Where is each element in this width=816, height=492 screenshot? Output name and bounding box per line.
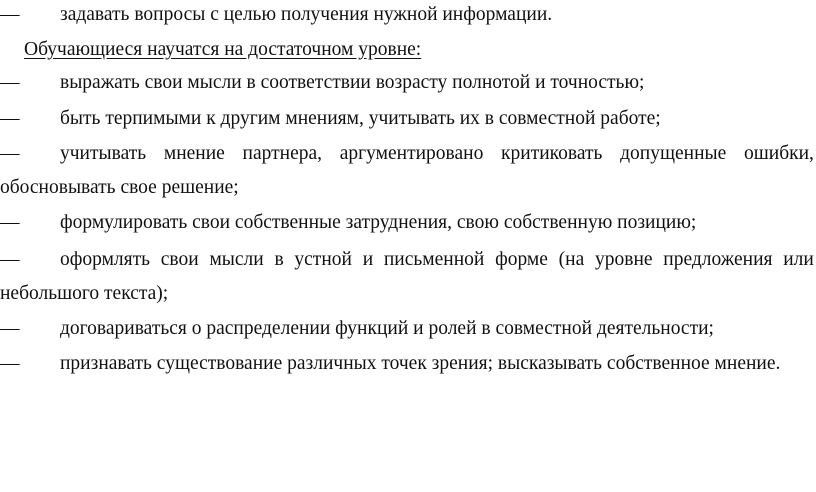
dash-marker: — bbox=[0, 108, 20, 129]
dash-marker: — bbox=[0, 143, 20, 164]
list-item bbox=[0, 70, 816, 96]
list-item bbox=[0, 316, 816, 342]
dash-marker: — bbox=[0, 212, 20, 233]
list-item-text: быть терпимыми к другим мнениям, учитывать их в совместной работе; bbox=[60, 108, 661, 129]
word: критиковать bbox=[501, 143, 603, 164]
list-item-continuation bbox=[0, 175, 816, 201]
dash-marker: — bbox=[0, 249, 20, 270]
list-item bbox=[0, 106, 816, 132]
list-item-text: небольшого текста); bbox=[0, 283, 169, 304]
dash-marker: — bbox=[0, 353, 20, 374]
list-item-text: признавать существование различных точек зрения; высказывать собственное мнение. bbox=[60, 353, 781, 374]
list-item-text-justified bbox=[60, 247, 814, 273]
list-item bbox=[0, 247, 816, 273]
dash-marker: — bbox=[0, 4, 20, 25]
word: аргументировано bbox=[339, 143, 484, 164]
word: в bbox=[274, 249, 284, 270]
word: письменной bbox=[383, 249, 485, 270]
list-item bbox=[0, 351, 816, 377]
list-item-text: формулировать свои собственные затруднения, свою собственную позицию; bbox=[60, 212, 697, 233]
word: и bbox=[362, 249, 374, 270]
dash-marker: — bbox=[0, 72, 20, 93]
list-item-text: выражать свои мысли в соответствии возрасту полнотой и точностью; bbox=[60, 72, 645, 93]
word: уровне bbox=[594, 249, 653, 270]
word: предложения bbox=[663, 249, 773, 270]
word: устной bbox=[294, 249, 352, 270]
list-item bbox=[0, 141, 816, 167]
word: учитывать bbox=[60, 143, 147, 164]
word: партнера, bbox=[242, 143, 323, 164]
list-item-text: договариваться о распределении функций и ролей в совместной деятельности; bbox=[60, 318, 714, 339]
list-item-text: задавать вопросы с целью получения нужной информации. bbox=[60, 4, 553, 25]
word: мысли bbox=[209, 249, 264, 270]
section-heading: Обучающиеся научатся на достаточном уровне: bbox=[24, 39, 422, 60]
list-item bbox=[0, 2, 816, 28]
list-item bbox=[0, 210, 816, 236]
word: допущенные bbox=[620, 143, 727, 164]
word: ошибки, bbox=[744, 143, 814, 164]
word: форме bbox=[495, 249, 548, 270]
word: мнение bbox=[163, 143, 225, 164]
section-heading-line bbox=[0, 37, 816, 63]
word: оформлять bbox=[60, 249, 151, 270]
word: (на bbox=[558, 249, 585, 270]
dash-marker: — bbox=[0, 318, 20, 339]
list-item-continuation bbox=[0, 281, 816, 307]
list-item-text-justified bbox=[60, 141, 814, 167]
list-item-text: обосновывать свое решение; bbox=[0, 177, 239, 198]
word: или bbox=[783, 249, 814, 270]
word: свои bbox=[160, 249, 199, 270]
